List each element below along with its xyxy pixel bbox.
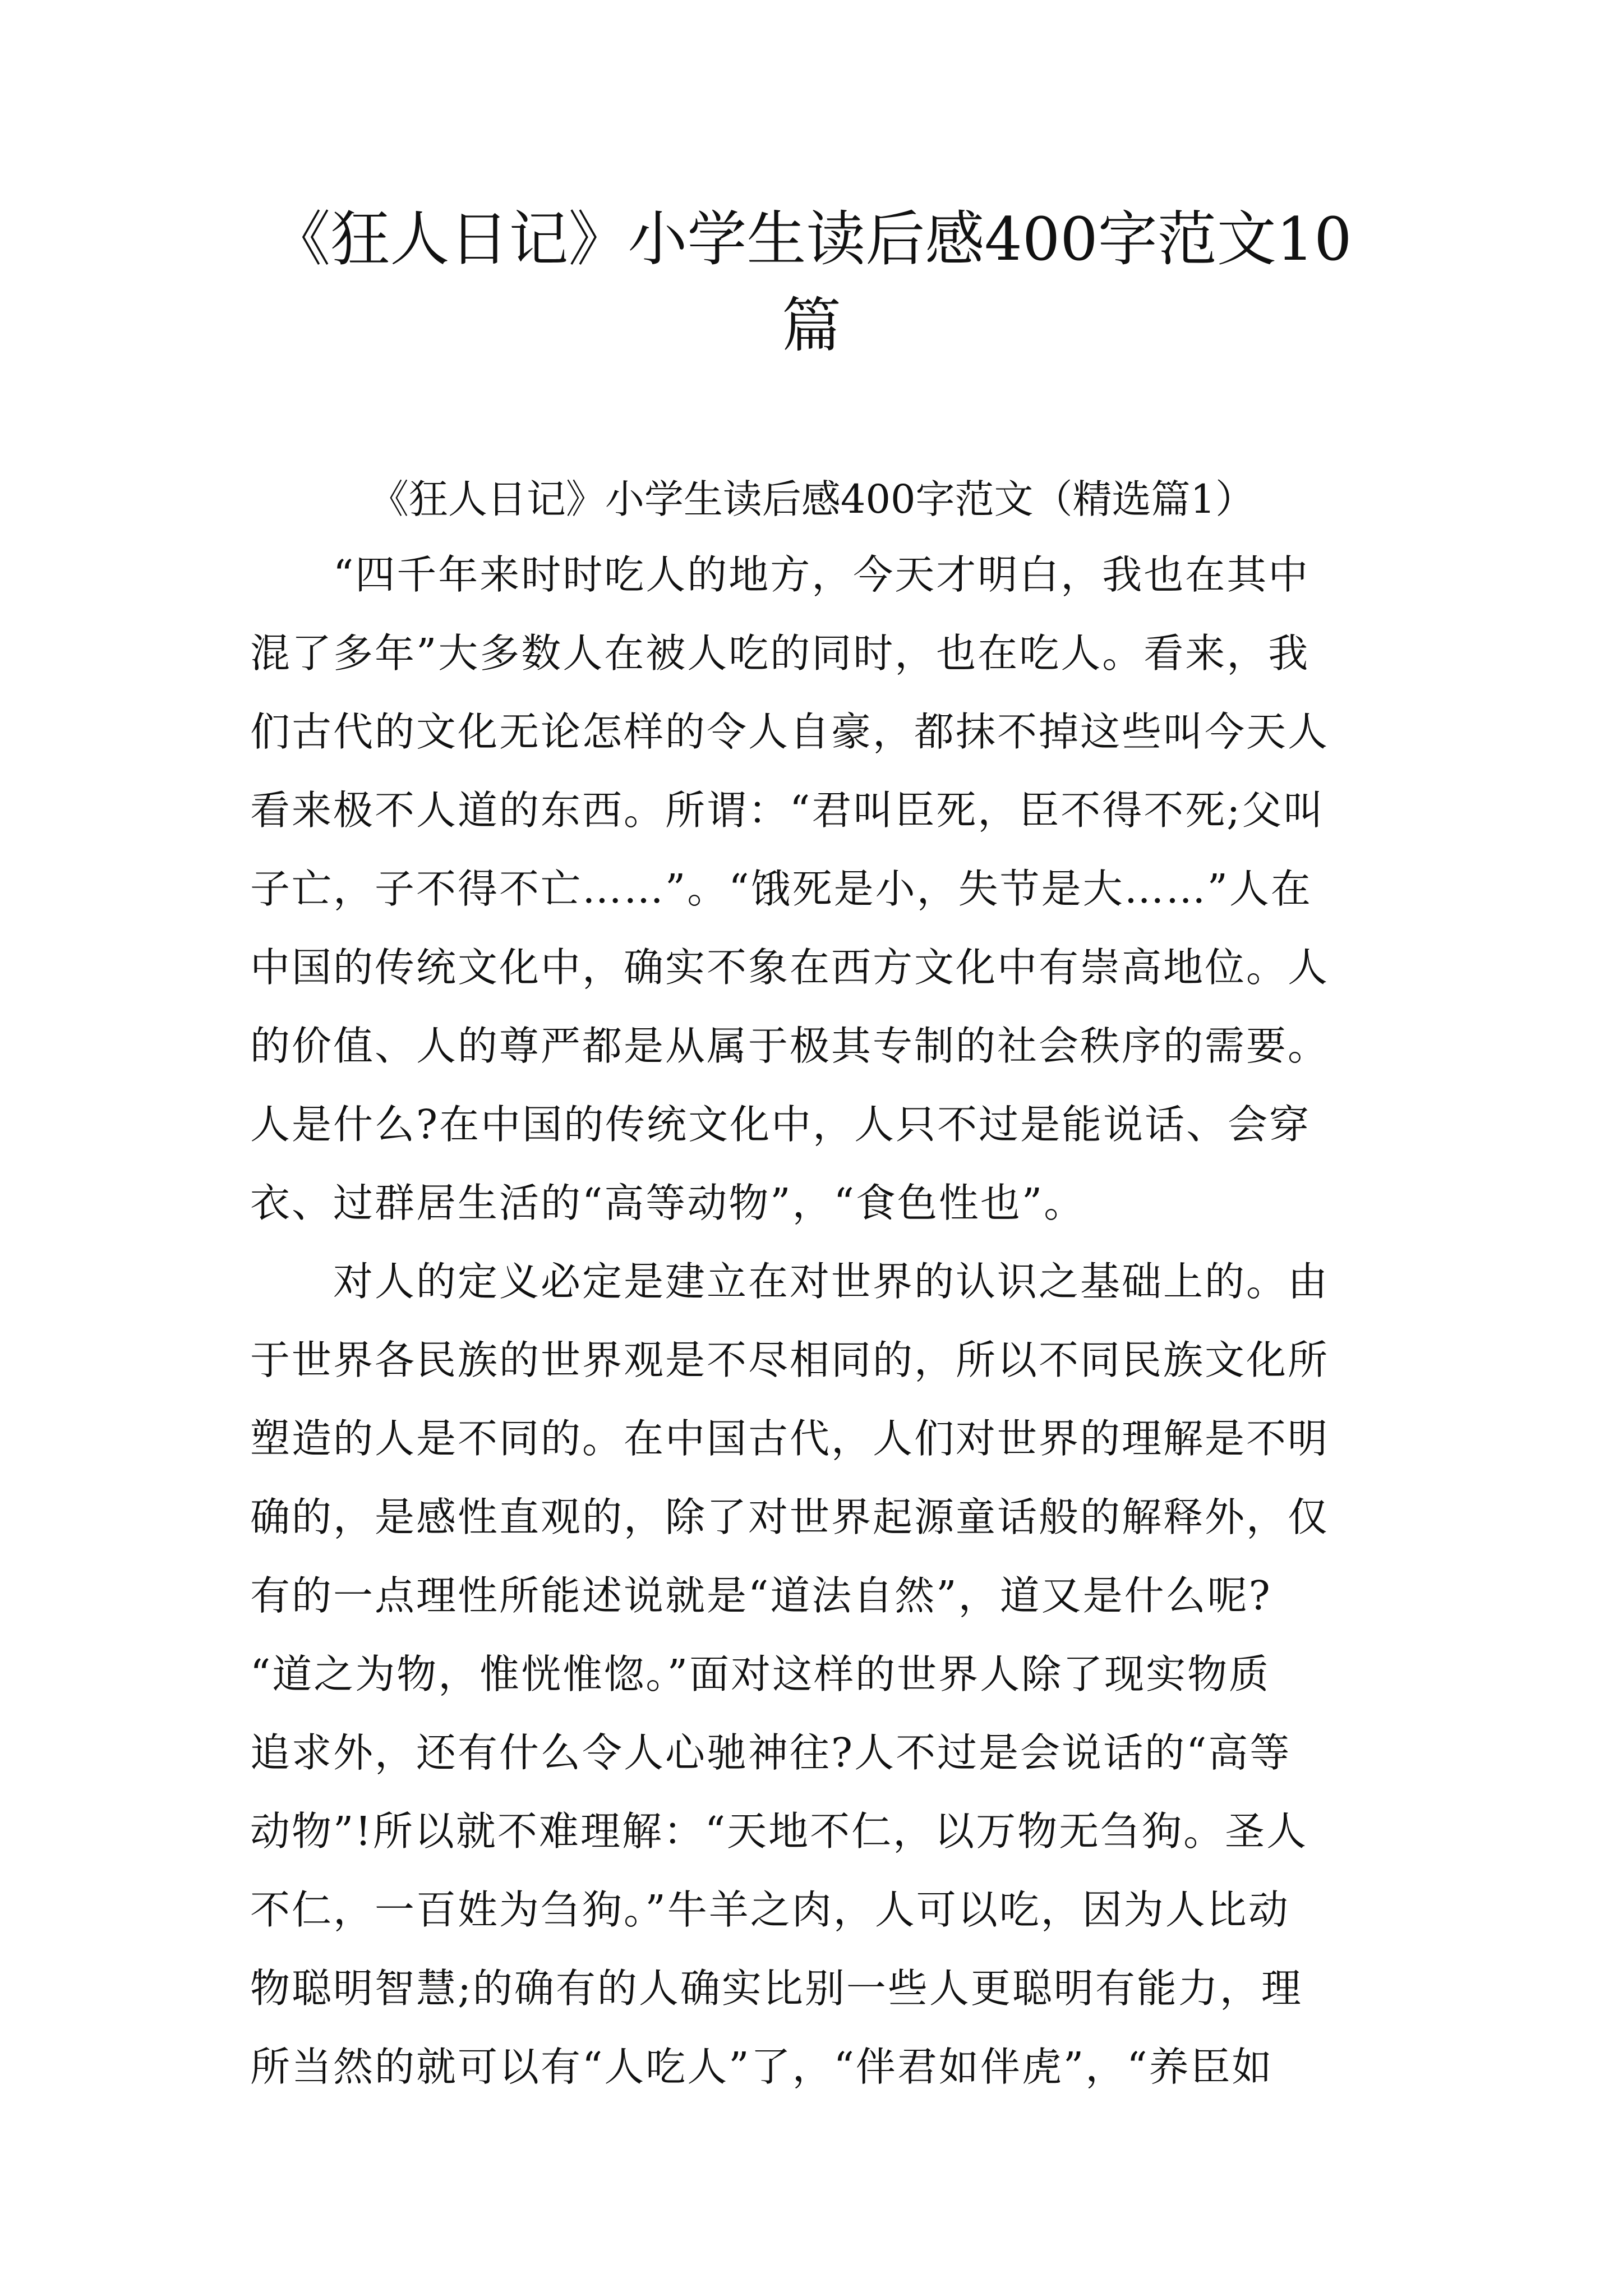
body-line: 的价值、人的尊严都是从属于极其专制的社会秩序的需要。 xyxy=(250,1023,1330,1069)
body-line: 物聪明智慧;的确有的人确实比别一些人更聪明有能力，理 xyxy=(250,1965,1303,2012)
body-line: 衣、过群居生活的“高等动物”，“食色性也”。 xyxy=(250,1180,1086,1226)
document-title-line-2: 篇 xyxy=(782,291,841,360)
body-line: 塑造的人是不同的。在中国古代，人们对世界的理解是不明 xyxy=(250,1415,1330,1462)
body-line: 中国的传统文化中，确实不象在西方文化中有崇高地位。人 xyxy=(250,944,1330,991)
essay-subtitle: 《狂人日记》小学生读后感400字范文（精选篇1） xyxy=(369,476,1255,522)
document-title-line-1: 《狂人日记》小学生读后感400字范文10 xyxy=(271,205,1352,274)
body-line: 们古代的文化无论怎样的令人自豪，都抹不掉这些叫今天人 xyxy=(250,708,1330,755)
body-line: 不仁，一百姓为刍狗。”牛羊之肉，人可以吃，因为人比动 xyxy=(250,1887,1290,1933)
body-line: 追求外，还有什么令人心驰神往?人不过是会说话的“高等 xyxy=(250,1729,1292,1776)
body-line: 动物”!所以就不难理解：“天地不仁，以万物无刍狗。圣人 xyxy=(250,1808,1308,1855)
body-line: 子亡，子不得不亡……”。“饿死是小，失节是大……”人在 xyxy=(250,866,1312,912)
body-line: 混了多年”大多数人在被人吃的同时，也在吃人。看来，我 xyxy=(250,630,1310,677)
body-line: “四千年来时时吃人的地方，今天才明白，我也在其中 xyxy=(250,551,1310,598)
body-line: 有的一点理性所能述说就是“道法自然”，道又是什么呢? xyxy=(250,1572,1272,1619)
body-line: “道之为物，惟恍惟惚。”面对这样的世界人除了现实物质 xyxy=(250,1651,1271,1697)
body-line: 看来极不人道的东西。所谓：“君叫臣死，臣不得不死;父叫 xyxy=(250,787,1325,834)
body-line: 人是什么?在中国的传统文化中，人只不过是能说话、会穿 xyxy=(250,1101,1311,1148)
body-line: 于世界各民族的世界观是不尽相同的，所以不同民族文化所 xyxy=(250,1337,1330,1383)
body-line: 所当然的就可以有“人吃人”了，“伴君如伴虎”，“养臣如 xyxy=(250,2044,1274,2090)
body-line: 对人的定义必定是建立在对世界的认识之基础上的。由 xyxy=(250,1258,1330,1305)
body-line: 确的，是感性直观的，除了对世界起源童话般的解释外，仅 xyxy=(250,1494,1330,1540)
